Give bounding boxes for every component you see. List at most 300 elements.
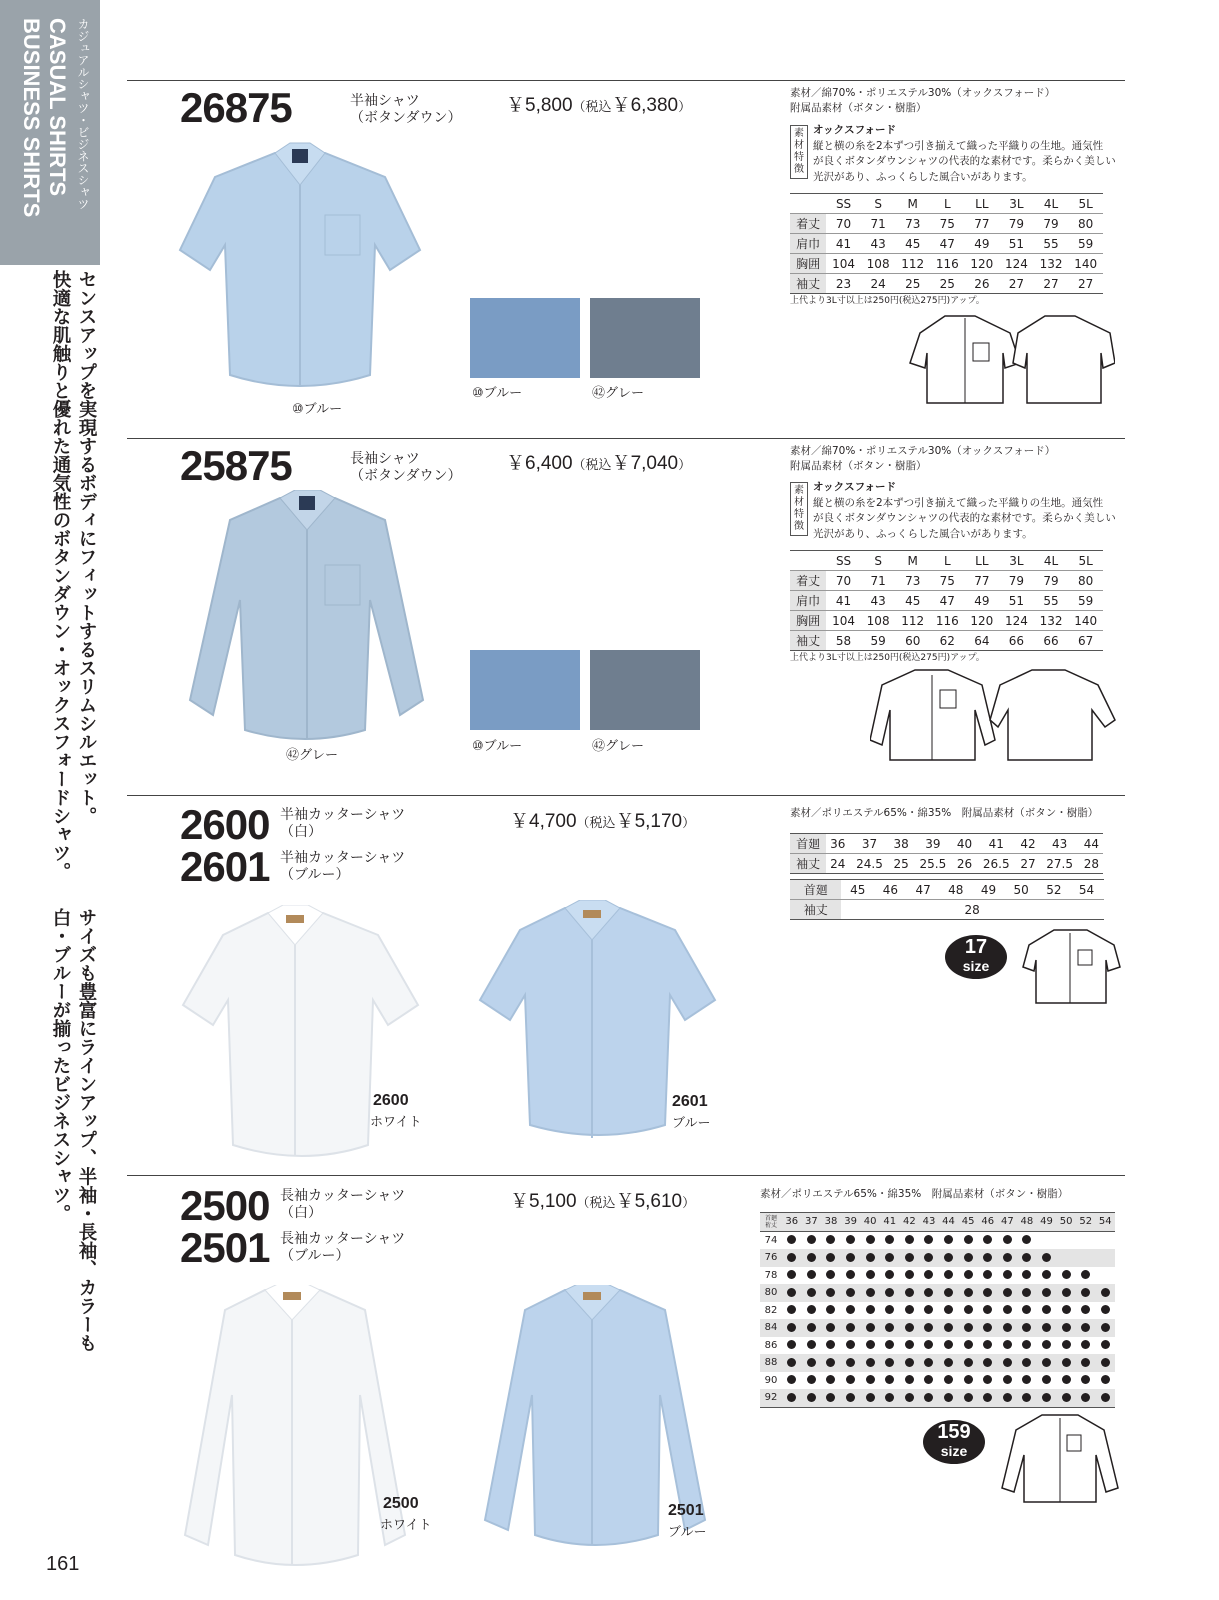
product-price: ￥5,100（税込￥5,610） xyxy=(510,1191,696,1212)
available-dot xyxy=(807,1358,816,1367)
grid-cell xyxy=(860,1319,880,1337)
grid-cell xyxy=(939,1231,959,1249)
table-cell: 59 xyxy=(1068,591,1103,611)
grid-sleeve-length: 74 xyxy=(764,1234,778,1246)
available-dot xyxy=(1022,1253,1031,1262)
grid-row xyxy=(760,1249,1115,1267)
grid-sleeve-length: 80 xyxy=(760,1284,782,1302)
size-header: M xyxy=(895,551,930,571)
grid-cell xyxy=(860,1389,880,1407)
available-dot xyxy=(787,1270,796,1279)
table-cell: 71 xyxy=(861,571,896,591)
grid-cell xyxy=(1056,1389,1076,1407)
grid-cell xyxy=(998,1284,1018,1302)
grid-neck-size: 50 xyxy=(1056,1213,1076,1232)
swatch-caption-gray: ㊷グレー xyxy=(592,739,645,754)
available-dot xyxy=(807,1340,816,1349)
available-dot xyxy=(944,1288,953,1297)
grid-cell xyxy=(919,1319,939,1337)
available-dot xyxy=(846,1323,855,1332)
corner-bottom: 裄丈 xyxy=(764,1221,777,1229)
table-cell: 26.5 xyxy=(976,854,1016,874)
grid-cell xyxy=(1037,1337,1057,1355)
grid-cell xyxy=(841,1337,861,1355)
grid-cell xyxy=(919,1337,939,1355)
available-dot xyxy=(905,1393,914,1402)
corner-top: 首廻 xyxy=(764,1214,777,1222)
available-dot xyxy=(885,1288,894,1297)
row-label: 胸囲 xyxy=(790,254,826,274)
table-cell: 132 xyxy=(1034,254,1069,274)
shirt-line-drawing-front-back xyxy=(870,665,1120,765)
available-dot xyxy=(1101,1393,1110,1402)
grid-cell xyxy=(900,1337,920,1355)
grid-cell xyxy=(1017,1337,1037,1355)
feature-text xyxy=(813,123,1116,185)
available-dot xyxy=(866,1358,875,1367)
table-cell: 60 xyxy=(895,631,930,651)
size-header: 5L xyxy=(1068,551,1103,571)
available-dot xyxy=(964,1235,973,1244)
grid-row xyxy=(760,1231,1115,1249)
available-dot xyxy=(905,1288,914,1297)
grid-cell xyxy=(1096,1319,1116,1337)
grid-cell xyxy=(1037,1354,1057,1372)
available-dot xyxy=(905,1340,914,1349)
table-cell: 26 xyxy=(953,854,976,874)
grid-cell xyxy=(998,1319,1018,1337)
grid-neck-size: 52 xyxy=(1076,1213,1096,1232)
available-dot xyxy=(866,1340,875,1349)
grid-cell xyxy=(919,1231,939,1249)
grid-cell xyxy=(1056,1354,1076,1372)
grid-cell xyxy=(841,1319,861,1337)
available-dot xyxy=(866,1288,875,1297)
grid-row xyxy=(760,1372,1115,1390)
feature-title: オックスフォード xyxy=(813,124,897,136)
accessory-material-text: 附属品素材（ボタン・樹脂） xyxy=(790,460,927,472)
table-cell: 120 xyxy=(965,254,1000,274)
available-dot xyxy=(826,1253,835,1262)
section-divider xyxy=(127,80,1125,81)
available-dot xyxy=(787,1253,796,1262)
grid-neck-size: 46 xyxy=(978,1213,998,1232)
product-code: 26875 xyxy=(180,84,292,131)
available-dot xyxy=(866,1305,875,1314)
fabric-swatch-blue xyxy=(470,650,580,730)
grid-cell xyxy=(880,1231,900,1249)
grid-sleeve-length: 92 xyxy=(760,1389,782,1407)
tax-label: （税込 xyxy=(572,99,612,114)
grid-cell xyxy=(919,1389,939,1407)
grid-neck-size: 38 xyxy=(821,1213,841,1232)
grid-cell xyxy=(939,1389,959,1407)
product-name: 半袖カッターシャツ xyxy=(280,807,406,823)
available-dot xyxy=(964,1270,973,1279)
table-cell: 27 xyxy=(1016,854,1039,874)
tax-label: （税込 xyxy=(576,1195,616,1210)
available-dot xyxy=(1081,1323,1090,1332)
grid-cell xyxy=(919,1302,939,1320)
catchcopy-1-line2: 快適な肌触りと優れた通気性のボタンダウン・オックスフォードシャツ。 xyxy=(50,270,71,881)
grid-cell xyxy=(1056,1337,1076,1355)
feature-line: 縦と横の糸を2本ずつ引き揃えて織った平織りの生地。通気性 xyxy=(813,496,1104,509)
grid-cell xyxy=(1076,1372,1096,1390)
table-cell: 79 xyxy=(999,214,1034,234)
grid-cell xyxy=(978,1319,998,1337)
grid-cell xyxy=(978,1337,998,1355)
grid-cell xyxy=(821,1231,841,1249)
grid-cell xyxy=(958,1231,978,1249)
table-cell: 66 xyxy=(1034,631,1069,651)
available-dot xyxy=(924,1375,933,1384)
grid-cell xyxy=(1017,1354,1037,1372)
grid-cell xyxy=(782,1337,802,1355)
table-cell: 104 xyxy=(826,254,861,274)
available-dot xyxy=(944,1340,953,1349)
grid-cell xyxy=(900,1372,920,1390)
shirt-line-drawing-front xyxy=(1000,1410,1120,1510)
available-dot xyxy=(866,1270,875,1279)
category-title-jp: カジュアルシャツ・ビジネスシャツ xyxy=(76,18,90,210)
grid-cell xyxy=(880,1372,900,1390)
available-dot xyxy=(983,1288,992,1297)
table-cell: 116 xyxy=(930,254,965,274)
available-dot xyxy=(1003,1270,1012,1279)
table-cell: 24.5 xyxy=(849,854,889,874)
grid-cell xyxy=(958,1354,978,1372)
table-cell: 39 xyxy=(913,834,953,854)
shirt-photo-short-white xyxy=(178,905,423,1170)
available-dot xyxy=(826,1323,835,1332)
available-dot xyxy=(1042,1253,1051,1262)
size-table-2 xyxy=(790,879,1103,920)
table-cell: 52 xyxy=(1038,880,1071,900)
grid-cell xyxy=(900,1389,920,1407)
size-header: SS xyxy=(826,551,861,571)
available-dot xyxy=(807,1270,816,1279)
grid-sleeve-length: 84 xyxy=(760,1319,782,1337)
available-dot xyxy=(1101,1340,1110,1349)
available-dot xyxy=(846,1340,855,1349)
available-dot xyxy=(787,1305,796,1314)
grid-cell xyxy=(802,1354,822,1372)
grid-neck-size: 39 xyxy=(841,1213,861,1232)
available-dot xyxy=(866,1253,875,1262)
available-dot xyxy=(826,1288,835,1297)
grid-cell xyxy=(978,1372,998,1390)
grid-cell xyxy=(1037,1302,1057,1320)
table-cell: 37 xyxy=(849,834,889,854)
table-cell: 66 xyxy=(999,631,1034,651)
catchcopy-2-line2: 白・ブルーが揃ったビジネスシャツ。 xyxy=(50,908,71,1223)
photo-caption-code: 2601 xyxy=(672,1093,708,1110)
size-table xyxy=(790,833,1103,874)
row-label: 着丈 xyxy=(790,571,826,591)
photo-caption-code: 2500 xyxy=(383,1495,419,1512)
available-dot xyxy=(1081,1393,1090,1402)
catchcopy-1-line1: センスアップを実現するボディにフィットするスリムシルエット。 xyxy=(76,270,97,825)
table-cell: 27 xyxy=(1034,274,1069,294)
available-dot xyxy=(905,1358,914,1367)
table-cell: 24 xyxy=(826,854,849,874)
grid-cell xyxy=(919,1372,939,1390)
price-base: ￥5,100 xyxy=(510,1191,577,1212)
material-text: 素材／綿70%・ポリエステル30%（オックスフォード） xyxy=(790,87,1056,99)
tax-label: （税込 xyxy=(576,815,616,830)
table-cell: 77 xyxy=(965,571,1000,591)
product-price: ￥5,800（税込￥6,380） xyxy=(506,95,692,116)
available-dot xyxy=(1081,1358,1090,1367)
grid-cell xyxy=(782,1389,802,1407)
product-code: 2500 xyxy=(180,1182,270,1229)
grid-cell xyxy=(900,1249,920,1267)
table-cell: 51 xyxy=(999,591,1034,611)
available-dot xyxy=(944,1323,953,1332)
grid-cell xyxy=(1017,1267,1037,1285)
grid-cell xyxy=(880,1249,900,1267)
grid-neck-size: 37 xyxy=(802,1213,822,1232)
table-cell: 42 xyxy=(1016,834,1039,854)
grid-cell xyxy=(1076,1389,1096,1407)
table-cell: 27 xyxy=(999,274,1034,294)
table-cell: 112 xyxy=(895,254,930,274)
shirt-line-drawing-front-back xyxy=(905,308,1115,408)
price-base: ￥6,400 xyxy=(506,453,573,474)
grid-cell xyxy=(821,1354,841,1372)
available-dot xyxy=(1022,1340,1031,1349)
grid-cell xyxy=(860,1267,880,1285)
grid-cell xyxy=(1037,1231,1057,1249)
fabric-swatch-gray xyxy=(590,298,700,378)
grid-cell xyxy=(978,1284,998,1302)
grid-cell xyxy=(841,1249,861,1267)
grid-cell xyxy=(939,1319,959,1337)
row-label: 肩巾 xyxy=(790,591,826,611)
available-dot xyxy=(1003,1253,1012,1262)
grid-cell xyxy=(919,1267,939,1285)
grid-cell xyxy=(1096,1302,1116,1320)
available-dot xyxy=(983,1323,992,1332)
table-cell: 38 xyxy=(890,834,913,854)
table-cell: 108 xyxy=(861,611,896,631)
grid-cell xyxy=(978,1267,998,1285)
size-header: LL xyxy=(965,194,1000,214)
available-dot xyxy=(846,1358,855,1367)
grid-cell xyxy=(958,1267,978,1285)
product-name: 半袖シャツ xyxy=(350,93,420,109)
grid-cell xyxy=(841,1302,861,1320)
grid-cell xyxy=(1017,1249,1037,1267)
grid-cell xyxy=(782,1319,802,1337)
feature-line: が良くボタンダウンシャツの代表的な素材です。柔らかく美しい xyxy=(813,512,1116,524)
grid-cell xyxy=(1037,1284,1057,1302)
grid-cell xyxy=(958,1249,978,1267)
table-cell: 50 xyxy=(1005,880,1038,900)
table-cell: 47 xyxy=(930,234,965,254)
product-code: 2601 xyxy=(180,843,270,890)
available-dot xyxy=(885,1375,894,1384)
grid-corner-label xyxy=(760,1213,782,1232)
row-label: 首廻 xyxy=(790,880,841,900)
swatch-caption-blue: ⑩ブルー xyxy=(472,739,523,754)
tax-label: （税込 xyxy=(572,457,612,472)
grid-cell xyxy=(919,1249,939,1267)
grid-cell xyxy=(900,1231,920,1249)
grid-cell xyxy=(998,1372,1018,1390)
product-code: 2501 xyxy=(180,1224,270,1271)
available-dot xyxy=(944,1270,953,1279)
grid-cell xyxy=(900,1267,920,1285)
badge-number: 159 xyxy=(937,1421,971,1443)
row-label: 着丈 xyxy=(790,214,826,234)
available-dot xyxy=(787,1323,796,1332)
grid-row xyxy=(760,1354,1115,1372)
available-dot xyxy=(846,1393,855,1402)
available-dot xyxy=(905,1253,914,1262)
available-dot xyxy=(1042,1358,1051,1367)
table-cell: 70 xyxy=(826,571,861,591)
grid-cell xyxy=(802,1372,822,1390)
available-dot xyxy=(1042,1270,1051,1279)
grid-cell xyxy=(782,1267,802,1285)
table-cell: 59 xyxy=(1068,234,1103,254)
table-cell: 55 xyxy=(1034,591,1069,611)
available-dot xyxy=(944,1375,953,1384)
category-title-business: BUSINESS SHIRTS xyxy=(19,18,44,218)
table-cell: 54 xyxy=(1070,880,1103,900)
available-dot xyxy=(1042,1288,1051,1297)
grid-cell xyxy=(782,1284,802,1302)
grid-cell xyxy=(880,1354,900,1372)
grid-cell xyxy=(802,1267,822,1285)
available-dot xyxy=(1101,1288,1110,1297)
grid-cell xyxy=(978,1231,998,1249)
available-dot xyxy=(866,1235,875,1244)
available-dot xyxy=(983,1393,992,1402)
available-dot xyxy=(826,1235,835,1244)
available-dot xyxy=(983,1270,992,1279)
product-name-sub: （ブルー） xyxy=(280,1248,350,1264)
section-divider xyxy=(127,438,1125,439)
grid-cell xyxy=(998,1249,1018,1267)
available-dot xyxy=(1101,1305,1110,1314)
grid-cell xyxy=(860,1354,880,1372)
grid-cell xyxy=(1017,1284,1037,1302)
available-dot xyxy=(885,1235,894,1244)
available-dot xyxy=(1081,1270,1090,1279)
available-dot xyxy=(807,1253,816,1262)
table-cell: 26 xyxy=(965,274,1000,294)
grid-cell xyxy=(1056,1267,1076,1285)
swatch-caption-blue: ⑩ブルー xyxy=(472,386,523,401)
grid-cell xyxy=(880,1389,900,1407)
row-label: 肩巾 xyxy=(790,234,826,254)
category-tab xyxy=(0,0,100,265)
size-count-badge xyxy=(923,1420,985,1464)
grid-cell xyxy=(1096,1249,1116,1267)
table-cell: 55 xyxy=(1034,234,1069,254)
available-dot xyxy=(866,1375,875,1384)
table-cell: 46 xyxy=(874,880,907,900)
grid-cell xyxy=(860,1302,880,1320)
table-cell: 73 xyxy=(895,214,930,234)
grid-cell xyxy=(939,1337,959,1355)
grid-cell xyxy=(841,1284,861,1302)
table-cell: 24 xyxy=(861,274,896,294)
price-note: 上代より3L寸以上は250円(税込275円)アップ。 xyxy=(790,653,985,663)
table-cell: 79 xyxy=(1034,214,1069,234)
table-cell: 25.5 xyxy=(913,854,953,874)
available-dot xyxy=(1081,1305,1090,1314)
feature-label: 素材特徴 xyxy=(790,482,808,536)
available-dot xyxy=(826,1358,835,1367)
grid-cell xyxy=(1076,1231,1096,1249)
available-dot xyxy=(1062,1393,1071,1402)
table-cell: 41 xyxy=(826,591,861,611)
size-table xyxy=(790,550,1103,651)
available-dot xyxy=(983,1375,992,1384)
table-cell: 28 xyxy=(1080,854,1103,874)
product-price: ￥4,700（税込￥5,170） xyxy=(510,811,696,832)
available-dot xyxy=(787,1393,796,1402)
available-dot xyxy=(826,1305,835,1314)
grid-cell xyxy=(998,1354,1018,1372)
grid-cell xyxy=(1076,1284,1096,1302)
photo-caption-color: ホワイト xyxy=(380,1518,432,1533)
table-cell: 40 xyxy=(953,834,976,854)
table-cell: 73 xyxy=(895,571,930,591)
grid-cell xyxy=(802,1389,822,1407)
size-header: 4L xyxy=(1034,194,1069,214)
grid-cell xyxy=(978,1249,998,1267)
size-header: LL xyxy=(965,551,1000,571)
available-dot xyxy=(1022,1270,1031,1279)
grid-cell xyxy=(880,1284,900,1302)
product-name-sub: （白） xyxy=(280,824,322,840)
available-dot xyxy=(807,1305,816,1314)
table-cell: 41 xyxy=(976,834,1016,854)
size-header: M xyxy=(895,194,930,214)
table-cell: 140 xyxy=(1068,611,1103,631)
grid-cell xyxy=(821,1249,841,1267)
available-dot xyxy=(826,1375,835,1384)
available-dot xyxy=(1101,1375,1110,1384)
grid-cell xyxy=(880,1267,900,1285)
grid-cell xyxy=(782,1231,802,1249)
grid-neck-size: 45 xyxy=(958,1213,978,1232)
grid-cell xyxy=(802,1231,822,1249)
table-cell: 71 xyxy=(861,214,896,234)
grid-cell xyxy=(919,1284,939,1302)
size-header: 3L xyxy=(999,194,1034,214)
table-cell: 27.5 xyxy=(1039,854,1079,874)
available-dot xyxy=(924,1340,933,1349)
product-name-sub: （ボタンダウン） xyxy=(350,468,462,484)
product-code: 25875 xyxy=(180,442,292,489)
available-dot xyxy=(1101,1358,1110,1367)
grid-cell xyxy=(1096,1231,1116,1249)
available-dot xyxy=(1042,1393,1051,1402)
section-divider xyxy=(127,795,1125,796)
size-header: 3L xyxy=(999,551,1034,571)
grid-cell xyxy=(1037,1267,1057,1285)
table-cell: 44 xyxy=(1080,834,1103,854)
grid-cell xyxy=(1056,1284,1076,1302)
grid-cell xyxy=(802,1284,822,1302)
grid-cell xyxy=(939,1302,959,1320)
product-name-sub: （ボタンダウン） xyxy=(350,110,462,126)
